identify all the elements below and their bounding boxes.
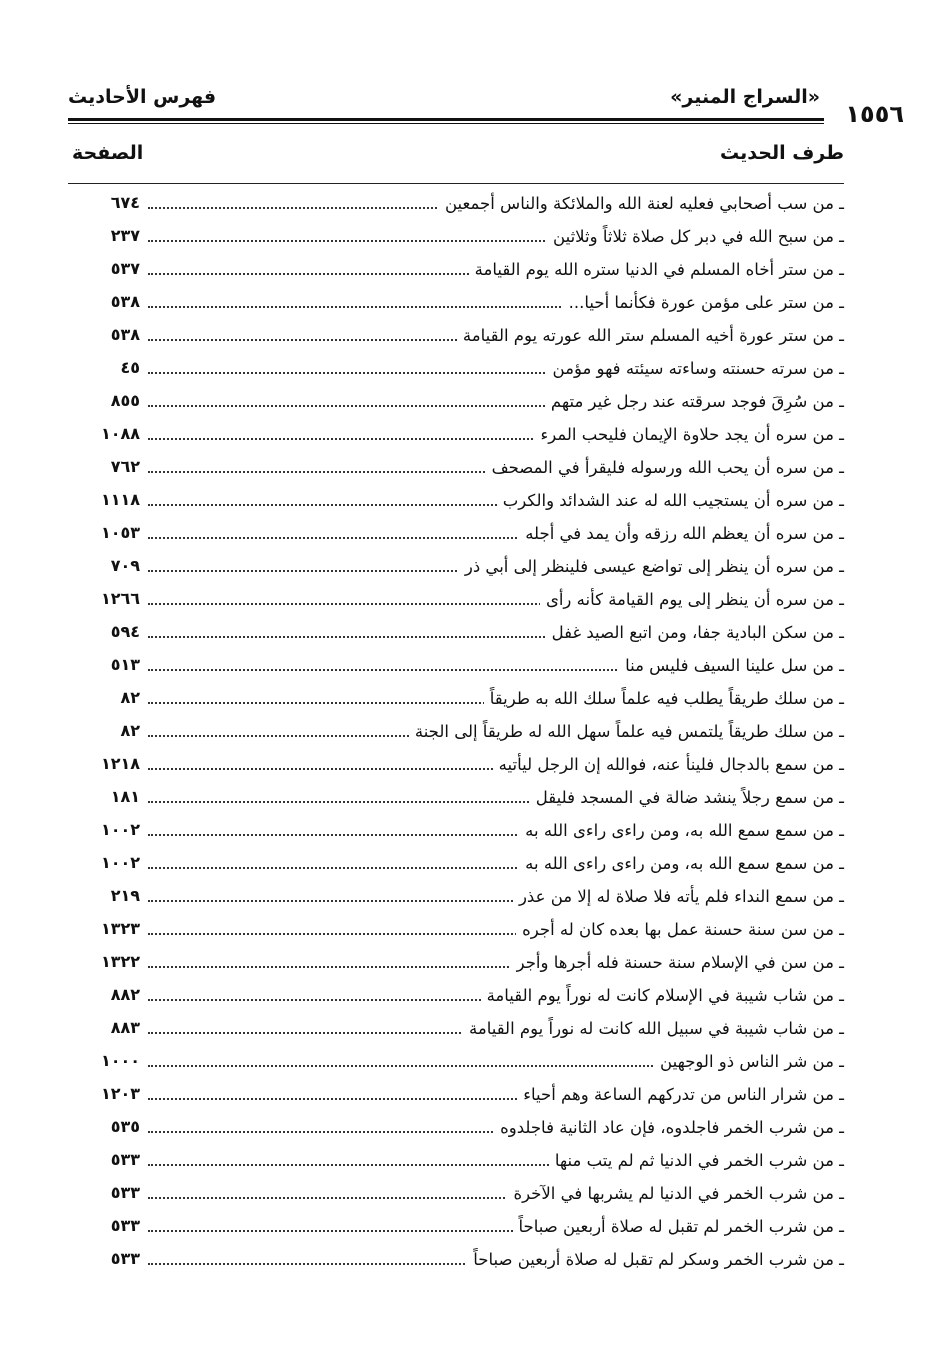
index-entry: [0, 420, 942, 453]
index-entry: [0, 750, 942, 783]
entry-page-number: ٥٣٨: [110, 292, 140, 311]
entry-page-number: ١١١٨: [100, 490, 140, 509]
index-entry: [0, 783, 942, 816]
index-entry: [0, 288, 942, 321]
entry-text: ـ من سلك طريقاً يطلب فيه علماً سلك الله به طريقاً: [484, 688, 844, 710]
index-entry: [0, 453, 942, 486]
entry-text: ـ من شاب شيبة في الإسلام كانت له نوراً يوم القيامة: [481, 985, 844, 1007]
entry-text: ـ من سلك طريقاً يلتمس فيه علماً سهل الله له طريقاً إلى الجنة: [409, 721, 844, 743]
entry-text: ـ من سره أن يجد حلاوة الإيمان فليحب المرء: [535, 424, 845, 446]
entry-page-number: ٧٠٩: [110, 556, 140, 575]
entry-page-number: ٥٣٣: [110, 1150, 140, 1169]
entry-text: ـ من شرب الخمر في الدنيا لم يشربها في الآخرة: [507, 1183, 844, 1205]
entry-text: ـ من سرته حسنته وساءته سيئته فهو مؤمن: [547, 358, 844, 380]
entry-text: ـ من سمع رجلاً ينشد ضالة في المسجد فليقل: [530, 787, 844, 809]
entry-text: ـ من سل علينا السيف فليس منا: [619, 655, 844, 677]
entry-page-number: ٨٥٥: [110, 391, 140, 410]
index-entry: [0, 1245, 942, 1278]
index-entry: [0, 1080, 942, 1113]
index-entry: [0, 849, 942, 882]
entry-page-number: ١٢١٨: [100, 754, 140, 773]
index-entry: [0, 948, 942, 981]
entry-page-number: ٥٣٨: [110, 325, 140, 344]
entry-page-number: ٥٣٣: [110, 1183, 140, 1202]
entry-text: ـ من سكن البادية جفا، ومن اتبع الصيد غفل: [546, 622, 844, 644]
entry-text: ـ من شر الناس ذو الوجهين: [654, 1051, 844, 1073]
entry-text: ـ من شرب الخمر لم تقبل له صلاة أربعين صباحاً: [513, 1216, 845, 1238]
entry-page-number: ٢٣٧: [110, 226, 140, 245]
index-entry: [0, 1014, 942, 1047]
entry-page-number: ٧٦٢: [110, 457, 140, 476]
index-entry: [0, 387, 942, 420]
entry-page-number: ٨٨٣: [110, 1018, 140, 1037]
entry-text: ـ من شرب الخمر في الدنيا ثم لم يتب منها: [549, 1150, 844, 1172]
entry-page-number: ١٢٦٦: [100, 589, 140, 608]
entry-text: ـ من ستر أخاه المسلم في الدنيا ستره الله يوم القيامة: [469, 259, 844, 281]
index-entry: [0, 981, 942, 1014]
entry-text: ـ من سره أن يستجيب الله له عند الشدائد والكرب: [497, 490, 844, 512]
header-rule-thick: [68, 118, 824, 121]
index-entry: [0, 684, 942, 717]
entry-text: ـ من سره أن ينظر إلى يوم القيامة كأنه رأى: [540, 589, 844, 611]
entry-text: ـ من سره أن ينظر إلى تواضع عيسى فلينظر إلى أبي ذر: [459, 556, 844, 578]
entry-text: ـ من ستر على مؤمن عورة فكأنما أحيا...: [563, 292, 844, 314]
entry-page-number: ١٣٢٢: [100, 952, 140, 971]
entry-text: ـ من سمع سمع الله به، ومن راءى راءى الله به: [519, 820, 844, 842]
entry-text: ـ من سمع النداء فلم يأته فلا صلاة له إلا من عذر: [513, 886, 844, 908]
index-entry: [0, 651, 942, 684]
entry-text: ـ من سُرِقَ فوجد سرقته عند رجل غير متهم: [545, 391, 844, 413]
index-entry: [0, 552, 942, 585]
index-title: فهرس الأحاديث: [68, 86, 217, 108]
entry-page-number: ١٠٨٨: [100, 424, 140, 443]
entry-text: ـ من سبح الله في دبر كل صلاة ثلاثاً وثلاثين: [547, 226, 844, 248]
index-entry: [0, 717, 942, 750]
index-entry: [0, 1146, 942, 1179]
entry-page-number: ٥٣٣: [110, 1249, 140, 1268]
entry-text: ـ من شاب شيبة في سبيل الله كانت له نوراً يوم القيامة: [463, 1018, 844, 1040]
entry-text: ـ من سب أصحابي فعليه لعنة الله والملائكة والناس أجمعين: [439, 193, 844, 215]
entry-page-number: ١٠٠٠: [100, 1051, 140, 1070]
entry-page-number: ٥٩٤: [110, 622, 140, 641]
index-entry: [0, 222, 942, 255]
entry-page-number: ١٢٠٣: [100, 1084, 140, 1103]
index-entry: [0, 882, 942, 915]
entry-text: ـ من شرار الناس من تدركهم الساعة وهم أحياء: [517, 1084, 844, 1106]
index-entry: [0, 519, 942, 552]
entry-text: ـ من سمع سمع الله به، ومن راءى راءى الله به: [519, 853, 844, 875]
book-title: «السراج المنير»: [670, 86, 820, 108]
entry-text: ـ من سمع بالدجال فلينأ عنه، فوالله إن الرجل ليأتيه: [493, 754, 844, 776]
index-entry: [0, 1047, 942, 1080]
column-header-hadith: طرف الحديث: [720, 142, 844, 164]
header-rule-thin: [68, 123, 824, 124]
entry-page-number: ٨٨٢: [110, 985, 140, 1004]
entry-text: ـ من سن سنة حسنة عمل بها بعده كان له أجره: [516, 919, 844, 941]
entry-text: ـ من سن في الإسلام سنة حسنة فله أجرها وأجر: [511, 952, 844, 974]
entry-page-number: ٥٣٥: [110, 1117, 140, 1136]
index-entry: [0, 1179, 942, 1212]
index-entry: [0, 321, 942, 354]
entry-page-number: ٥١٣: [110, 655, 140, 674]
index-entry: [0, 354, 942, 387]
index-entry: [0, 486, 942, 519]
entry-page-number: ٥٣٣: [110, 1216, 140, 1235]
index-entry: [0, 618, 942, 651]
index-entry: [0, 1113, 942, 1146]
page-number: ١٥٥٦: [845, 100, 904, 128]
entry-page-number: ٤٥: [120, 358, 140, 377]
index-entry: [0, 915, 942, 948]
entry-page-number: ٦٧٤: [110, 193, 140, 212]
entry-page-number: ١٠٠٢: [100, 820, 140, 839]
index-entry: [0, 585, 942, 618]
running-header: [60, 86, 904, 128]
entry-text: ـ من سره أن يعظم الله رزقه وأن يمد في أجله: [519, 523, 844, 545]
entry-text: ـ من شرب الخمر وسكر لم تقبل له صلاة أربعين صباحاً: [467, 1249, 844, 1271]
entry-page-number: ٨٢: [120, 721, 140, 740]
index-entry: [0, 255, 942, 288]
entry-page-number: ١٠٠٢: [100, 853, 140, 872]
entry-text: ـ من ستر عورة أخيه المسلم ستر الله عورته يوم القيامة: [457, 325, 844, 347]
entry-page-number: ٨٢: [120, 688, 140, 707]
index-entry: [0, 816, 942, 849]
entry-text: ـ من شرب الخمر فاجلدوه، فإن عاد الثانية فاجلدوه: [494, 1117, 844, 1139]
entry-page-number: ٥٣٧: [110, 259, 140, 278]
entry-page-number: ١٨١: [110, 787, 140, 806]
index-entry: [0, 1212, 942, 1245]
entry-page-number: ٢١٩: [110, 886, 140, 905]
entry-page-number: ١٣٢٣: [100, 919, 140, 938]
column-header-page: الصفحة: [72, 142, 144, 164]
index-entry: [0, 189, 942, 222]
entry-text: ـ من سره أن يحب الله ورسوله فليقرأ في المصحف: [486, 457, 844, 479]
column-header-rule: [68, 183, 844, 184]
entry-page-number: ١٠٥٣: [100, 523, 140, 542]
